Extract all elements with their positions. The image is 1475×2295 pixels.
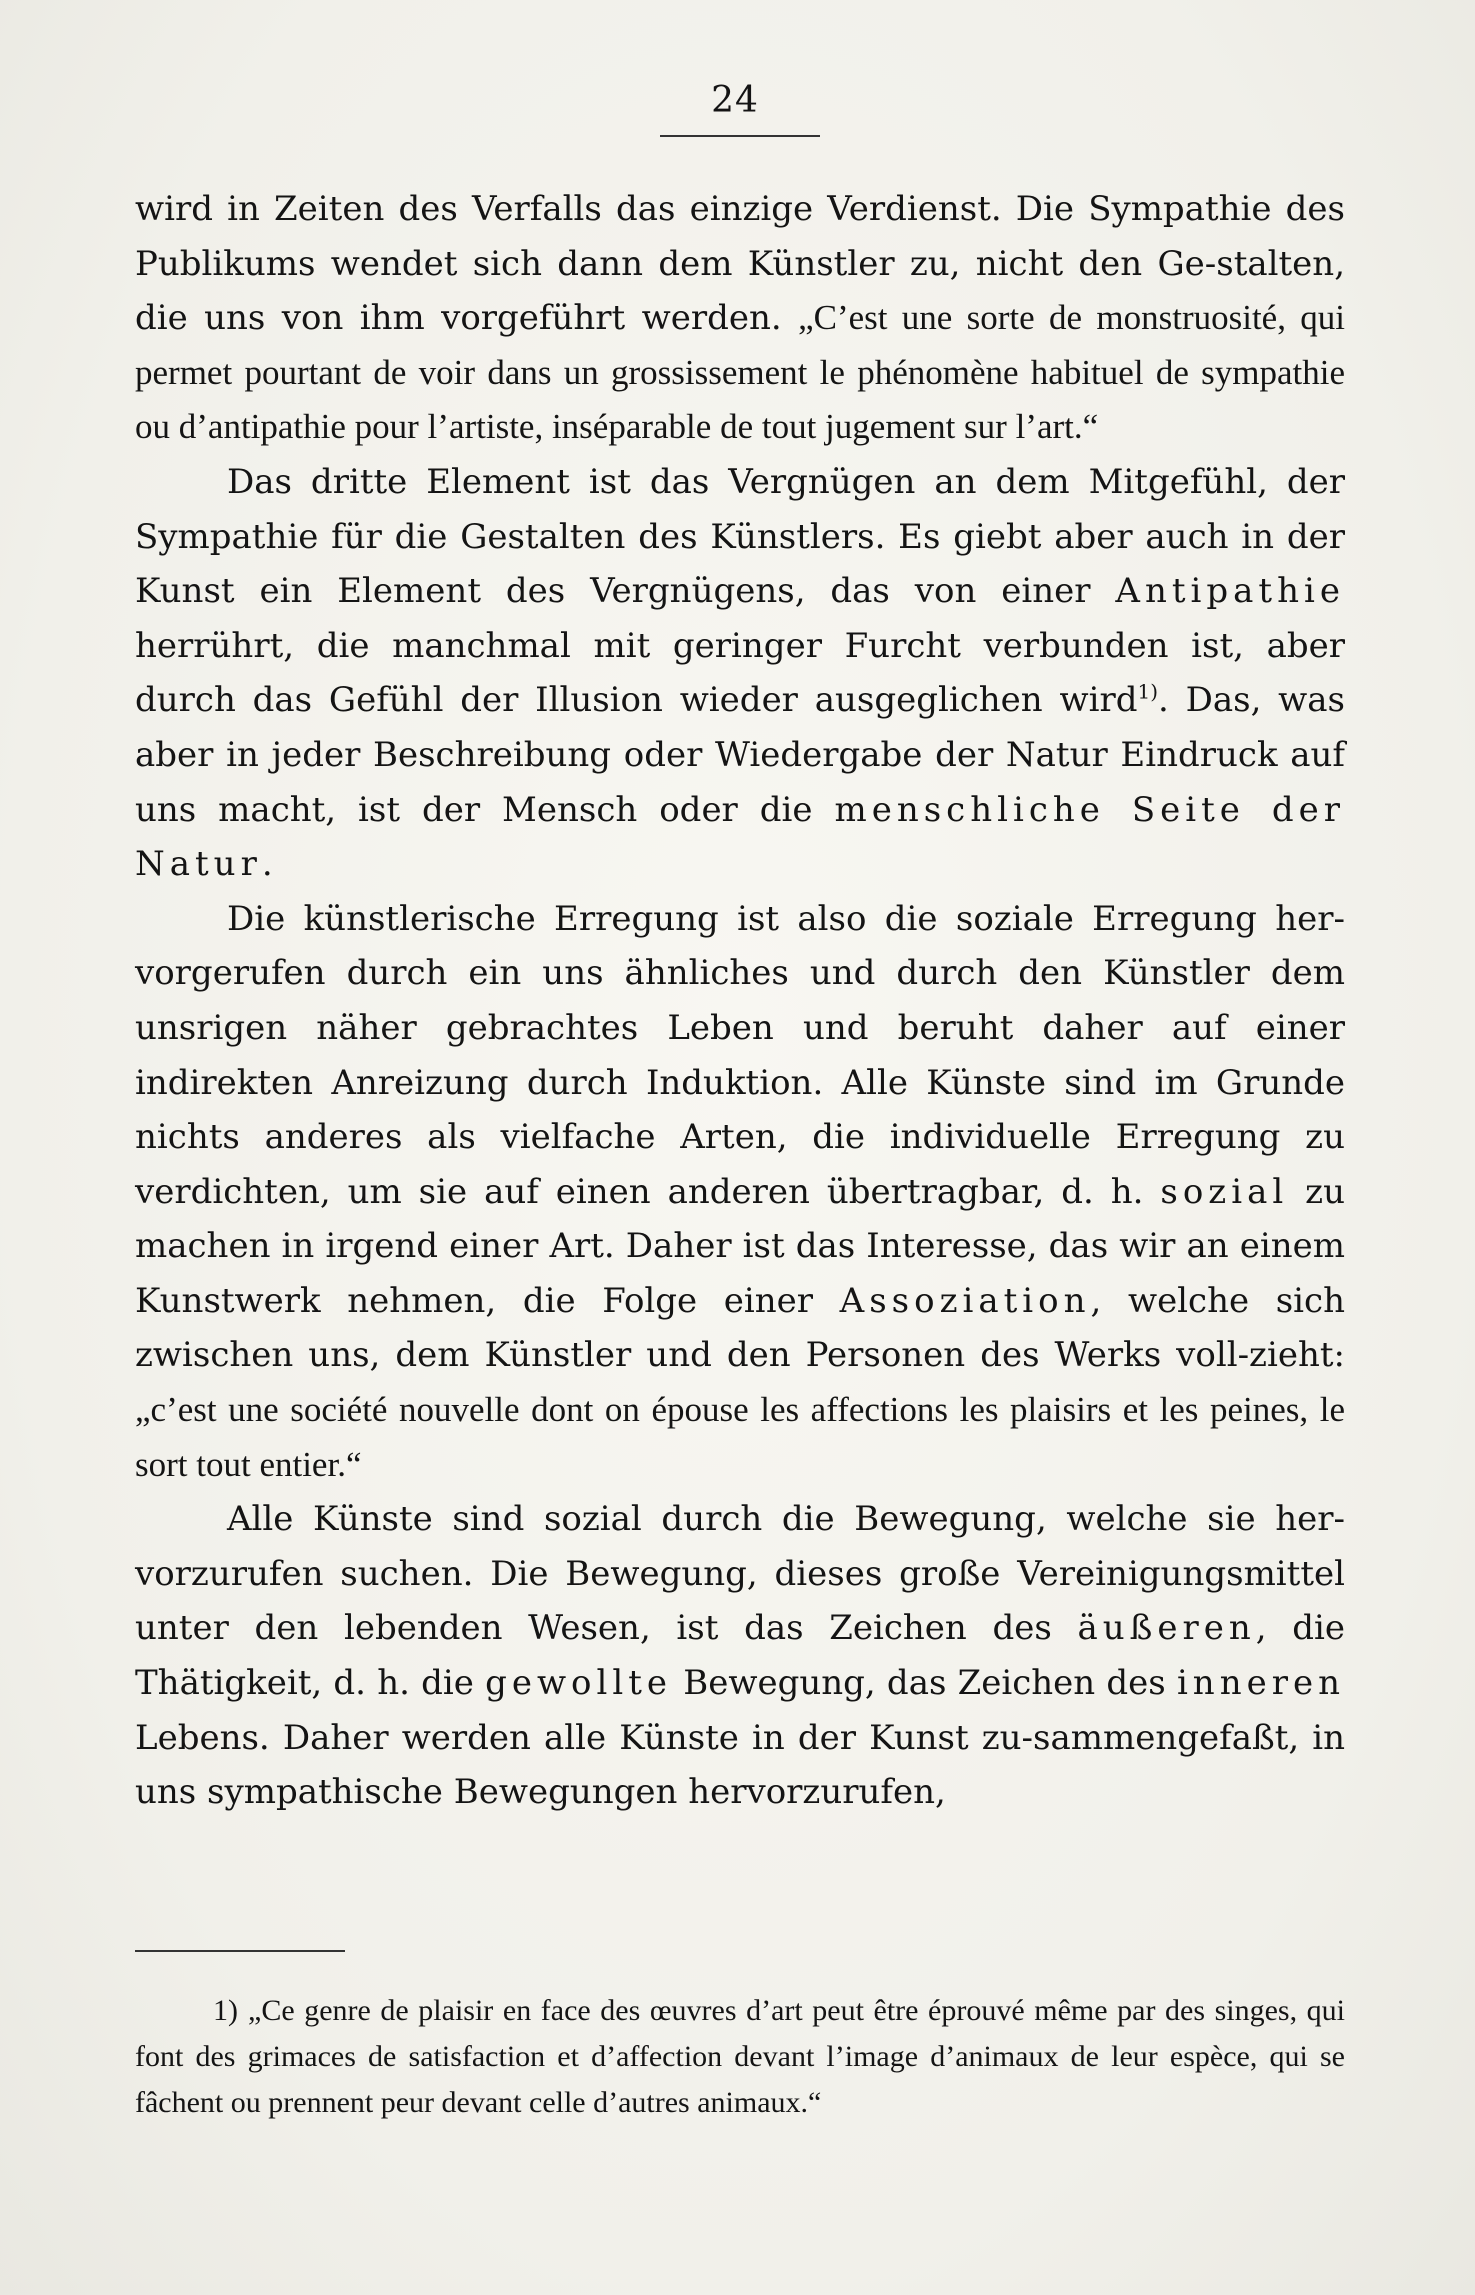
header-rule — [660, 135, 820, 137]
paragraph-4-spaced-aeusseren: äußeren — [1077, 1608, 1256, 1649]
paragraph-4-segment-5: Bewegung, das Zeichen des — [672, 1663, 1177, 1704]
paragraph-2-segment-5: . Das, was aber in jeder Beschreibung oder Wiedergabe der Natur Eindruck auf uns macht, ist der Mensch oder die — [135, 680, 1346, 830]
paragraph-1 — [135, 182, 1345, 455]
paragraph-4-segment-3: , die Thätigkeit, d. h. die — [135, 1608, 1346, 1704]
paragraph-1-segment-1: wird in Zeiten des Verfalls das einzige Verdienst. Die Sympathie des Publikums wendet sich dann dem Künstler zu, nicht den Ge-stalten, die uns von ihm vorgeführt werden. — [135, 189, 1345, 339]
footnote-text: „Ce genre de plaisir en face des œuvres d’art peut être éprouvé même par des singes, qui font des grimaces de satisfaction et d’affection devant l’image d’animaux de leur espèce, qui se fâchent ou prennent peur devant celle d’autres animaux.“ — [135, 1994, 1345, 2119]
paragraph-4-segment-7: Lebens. Daher werden alle Künste in der Kunst zu-sammengefaßt, in uns sympathische Bewegungen hervorzurufen, — [135, 1717, 1345, 1813]
paragraph-3-spaced-sozial: sozial — [1160, 1171, 1289, 1212]
paragraph-2-segment-3: herrührt, die manchmal mit geringer Furcht verbunden ist, aber durch das Gefühl der Illusion wieder ausgeglichen wird — [135, 625, 1345, 721]
paragraph-2-segment-1: Das dritte Element ist das Vergnügen an dem Mitgefühl, der Sympathie für die Gestalten des Künstlers. Es giebt aber auch in der Kunst ein Element des Vergnügens, das von einer — [135, 461, 1345, 612]
paragraph-4 — [135, 1492, 1345, 1820]
paragraph-3-segment-1: Die künstlerische Erregung ist also die soziale Erregung her-vorgerufen durch ein uns ähnliches und durch den Künstler dem unsrigen näher gebrachtes Leben und beruht daher auf einer indirekten Anreizung durch Induktion. Alle Künste sind im Grunde nichts anderes als vielfache Arten, die individuelle Erregung zu verdichten, um sie auf einen anderen übertragbar, d. h. — [135, 898, 1345, 1212]
paragraph-3 — [135, 892, 1345, 1493]
paragraph-3-spaced-assoziation: Assoziation — [839, 1280, 1091, 1321]
paragraph-1-french-quote: „C’est une sorte de monstruosité, qui permet pourtant de voir dans un grossissement le phénomène habituel de sympathie ou d’antipathie pour l’artiste, inséparable de tout jugement sur l’art.“ — [135, 298, 1345, 447]
paragraph-2-spaced-menschliche-seite: menschliche Seite der Natur — [135, 789, 1345, 885]
paragraph-3-french-quote: „c’est une société nouvelle dont on épouse les affections les plaisirs et les peines, le sort tout entier.“ — [135, 1390, 1345, 1484]
footnote — [135, 1988, 1345, 2126]
paragraph-4-spaced-gewollte: gewollte — [485, 1663, 673, 1704]
footnote-reference[interactable]: 1) — [1137, 680, 1159, 705]
footnote-mark: 1) — [213, 1994, 238, 2027]
paragraph-4-spaced-inneren: inneren — [1176, 1663, 1345, 1704]
paragraph-2-spaced-antipathie: Antipathie — [1115, 571, 1345, 612]
body-text — [135, 182, 1345, 1820]
footnote-rule — [135, 1950, 345, 1952]
paragraph-3-segment-3: zu machen in irgend einer Art. Daher ist das Interesse, das wir an einem Kunstwerk nehmen, die Folge einer — [135, 1171, 1345, 1321]
paragraph-2 — [135, 455, 1345, 892]
paragraph-3-segment-5: , welche sich zwischen uns, dem Künstler und den Personen des Werks voll-zieht: — [135, 1280, 1345, 1376]
page-number: 24 — [711, 80, 759, 121]
paragraph-4-segment-1: Alle Künste sind sozial durch die Bewegung, welche sie her-vorzurufen suchen. Die Bewegung, dieses große Vereinigungsmittel unter den lebenden Wesen, ist das Zeichen des — [135, 1499, 1345, 1649]
paragraph-2-segment-7: . — [261, 844, 273, 885]
